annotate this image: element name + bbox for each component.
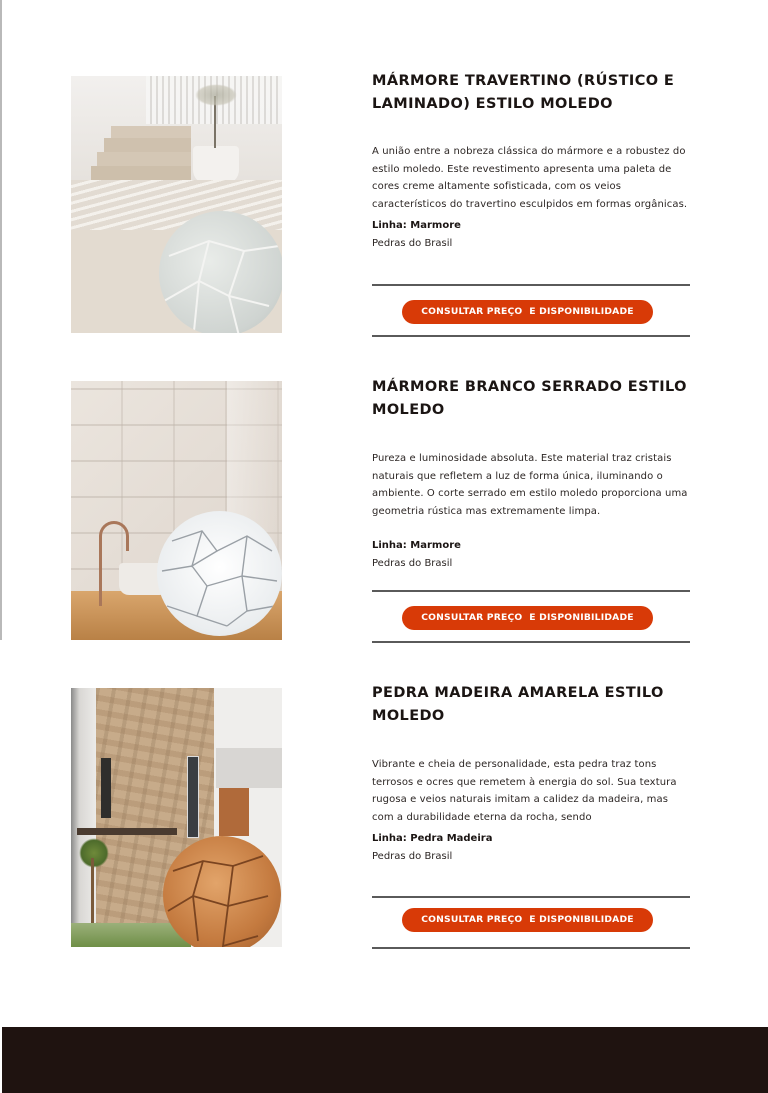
consult-price-button[interactable]: CONSULTAR PREÇO E DISPONIBILIDADE	[402, 300, 653, 324]
product-description: Vibrante e cheia de personalidade, esta pedra traz tons terrosos e ocres que remetem à energia do sol. Sua textura rugosa e veios naturais imitam a calidez da madeira, mas com a durabilidade eterna da rocha, sendo	[372, 759, 677, 823]
product-brand: Pedras do Brasil	[372, 558, 453, 570]
left-edge-rule	[0, 0, 2, 640]
product-title: MÁRMORE TRAVERTINO (RÚSTICO E LAMINADO) ESTILO MOLEDO	[372, 73, 675, 112]
product-title: MÁRMORE BRANCO SERRADO ESTILO MOLEDO	[372, 379, 687, 418]
product-description: Pureza e luminosidade absoluta. Este material traz cristais naturais que refletem a luz de forma única, iluminando o ambiente. O corte serrado em estilo moledo proporciona uma geometria rústica mas extremamente limpa.	[372, 453, 688, 517]
divider-bottom	[372, 947, 690, 949]
product-info	[372, 70, 690, 317]
stone-sample-circle	[163, 836, 281, 947]
product-brand: Pedras do Brasil	[372, 851, 453, 863]
page-footer	[2, 1027, 768, 1093]
product-image	[71, 76, 282, 333]
divider-bottom	[372, 335, 690, 337]
divider-top	[372, 590, 690, 592]
consult-price-button[interactable]: CONSULTAR PREÇO E DISPONIBILIDADE	[402, 908, 653, 932]
product-brand: Pedras do Brasil	[372, 238, 453, 250]
product-image	[71, 688, 282, 947]
consult-price-button[interactable]: CONSULTAR PREÇO E DISPONIBILIDADE	[402, 606, 653, 630]
product-description: A união entre a nobreza clássica do mármore e a robustez do estilo moledo. Este revestimento apresenta uma paleta de cores creme altamente sofisticada, com os veios característicos do travertino esculpidos em formas orgânicas.	[372, 146, 688, 210]
product-line: Linha: Marmore	[372, 220, 461, 232]
product-line: Linha: Pedra Madeira	[372, 833, 493, 845]
product-info	[372, 682, 690, 925]
stone-sample-circle	[157, 511, 282, 636]
product-image	[71, 381, 282, 640]
divider-top	[372, 284, 690, 286]
product-line: Linha: Marmore	[372, 540, 461, 552]
product-title: PEDRA MADEIRA AMARELA ESTILO MOLEDO	[372, 685, 664, 724]
divider-bottom	[372, 641, 690, 643]
product-info	[372, 376, 690, 623]
stone-sample-circle	[159, 211, 282, 333]
divider-top	[372, 896, 690, 898]
